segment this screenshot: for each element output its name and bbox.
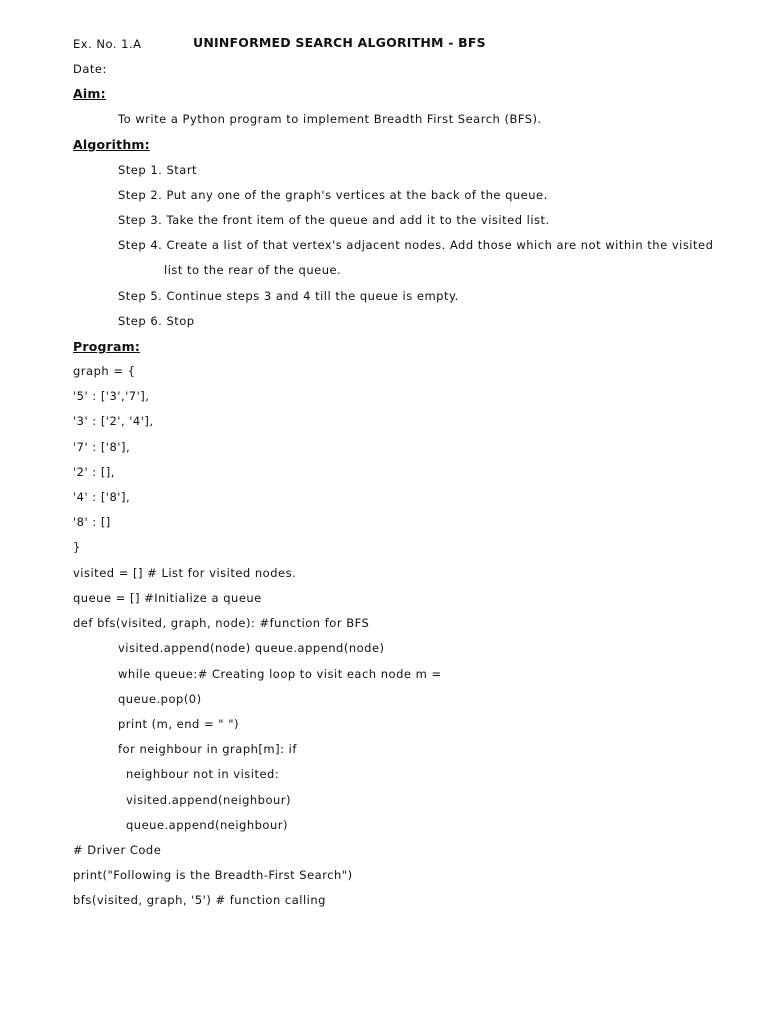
document-title: UNINFORMED SEARCH ALGORITHM - BFS	[193, 35, 486, 50]
aim-text: To write a Python program to implement Breadth First Search (BFS).	[118, 112, 542, 126]
code-line: def bfs(visited, graph, node): #function for BFS	[73, 616, 370, 630]
code-line: while queue:# Creating loop to visit each node m =	[118, 667, 442, 681]
algorithm-step: Step 3. Take the front item of the queue and add it to the visited list.	[118, 213, 550, 227]
code-line: visited.append(node) queue.append(node)	[118, 641, 385, 655]
algorithm-heading: Algorithm:	[73, 137, 150, 152]
program-heading: Program:	[73, 339, 141, 354]
code-line: '7' : ['8'],	[73, 440, 131, 454]
code-line: graph = {	[73, 364, 136, 378]
algorithm-step: Step 6. Stop	[118, 314, 195, 328]
code-line: queue = [] #Initialize a queue	[73, 591, 262, 605]
code-line: # Driver Code	[73, 843, 162, 857]
code-line: '3' : ['2', '4'],	[73, 414, 154, 428]
code-line: queue.append(neighbour)	[126, 818, 288, 832]
code-line: }	[73, 540, 81, 554]
code-line: print (m, end = " ")	[118, 717, 240, 731]
algorithm-step: Step 1. Start	[118, 163, 198, 177]
code-line: for neighbour in graph[m]: if	[118, 742, 297, 756]
date-label: Date:	[73, 62, 107, 76]
code-line: '4' : ['8'],	[73, 490, 131, 504]
algorithm-step-continuation: list to the rear of the queue.	[164, 263, 342, 277]
code-line: bfs(visited, graph, '5') # function calling	[73, 893, 326, 907]
exercise-number: Ex. No. 1.A	[73, 37, 142, 51]
code-line: '5' : ['3','7'],	[73, 389, 150, 403]
algorithm-step: Step 2. Put any one of the graph's vertices at the back of the queue.	[118, 188, 548, 202]
code-line: print("Following is the Breadth-First Search")	[73, 868, 353, 882]
code-line: visited = [] # List for visited nodes.	[73, 566, 297, 580]
algorithm-step: Step 4. Create a list of that vertex's adjacent nodes. Add those which are not within the visited	[118, 238, 714, 252]
code-line: '2' : [],	[73, 465, 115, 479]
aim-heading: Aim:	[73, 86, 106, 101]
algorithm-step: Step 5. Continue steps 3 and 4 till the queue is empty.	[118, 289, 459, 303]
code-line: queue.pop(0)	[118, 692, 202, 706]
code-line: visited.append(neighbour)	[126, 793, 292, 807]
code-line: neighbour not in visited:	[126, 767, 280, 781]
code-line: '8' : []	[73, 515, 111, 529]
